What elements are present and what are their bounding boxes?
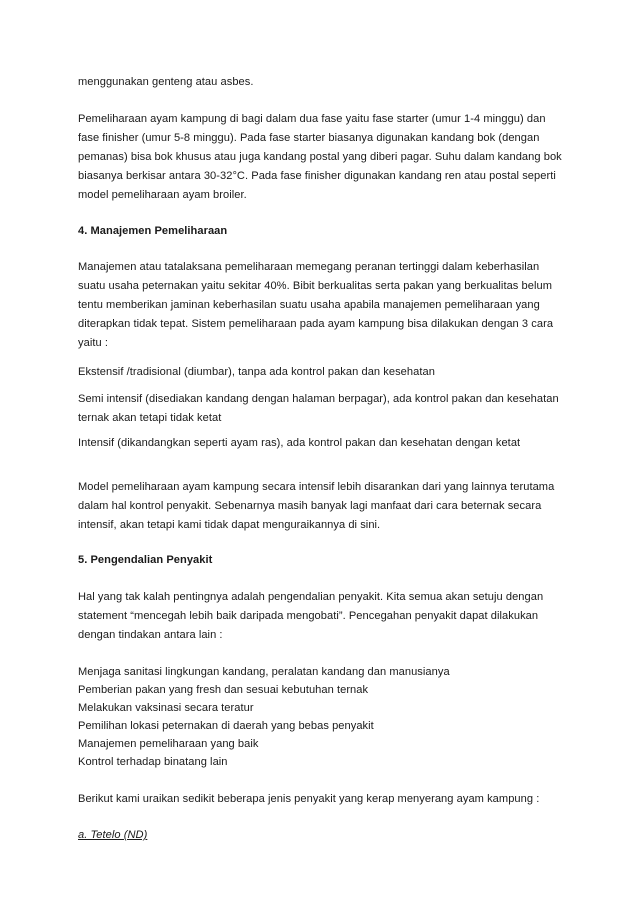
document-page bbox=[78, 73, 568, 845]
continuation-text: menggunakan genteng atau asbes. bbox=[78, 76, 254, 88]
system-intensive: Intensif (dikandangkan seperti ayam ras), ada kontrol pakan dan kesehatan dengan ketat bbox=[78, 437, 521, 449]
section-4-heading: 4. Manajemen Pemeliharaan bbox=[78, 225, 228, 237]
list-item: Melakukan vaksinasi secara teratur bbox=[78, 702, 254, 714]
list-item: Pemberian pakan yang fresh dan sesuai kebutuhan ternak bbox=[78, 684, 369, 696]
list-item: Pemilihan lokasi peternakan di daerah yang bebas penyakit bbox=[78, 720, 374, 732]
list-item: Kontrol terhadap binatang lain bbox=[78, 756, 228, 768]
section-5-heading: 5. Pengendalian Penyakit bbox=[78, 554, 213, 566]
diseases-intro: Berikut kami uraikan sedikit beberapa jenis penyakit yang kerap menyerang ayam kampung : bbox=[78, 793, 540, 805]
section-4-intro: Manajemen atau tatalaksana pemeliharaan memegang peranan tertinggi dalam keberhasilan suatu usaha peternakan yaitu sekitar 40%. Bibit berkualitas serta pakan yang berkualitas belum tentu memberikan jaminan keberhasilan suatu usaha apabila manajemen pemeliharaan yang diterapkan tidak tepat. Sistem pemeliharaan pada ayam kampung bisa dilakukan dengan 3 cara yaitu : bbox=[78, 261, 554, 349]
list-item: Manajemen pemeliharaan yang baik bbox=[78, 738, 259, 750]
section-5-intro: Hal yang tak kalah pentingnya adalah pengendalian penyakit. Kita semua akan setuju dengan statement “mencegah lebih baik daripada mengobati”. Pencegahan penyakit dapat dilakukan dengan tindakan antara lain : bbox=[78, 591, 544, 641]
list-item: Menjaga sanitasi lingkungan kandang, peralatan kandang dan manusianya bbox=[78, 666, 450, 678]
disease-a-heading: a. Tetelo (ND) bbox=[78, 829, 148, 841]
paragraph-starter-finisher: Pemeliharaan ayam kampung di bagi dalam dua fase yaitu fase starter (umur 1-4 minggu) dan fase finisher (umur 5-8 minggu). Pada fase starter biasanya digunakan kandang bok (dengan pemanas) bisa bok khusus atau juga kandang postal yang diberi pagar. Suhu dalam kandang bok biasanya berkisar antara 30-32°C. Pada fase finisher digunakan kandang ren atau postal seperti model pemeliharaan ayam broiler. bbox=[78, 113, 562, 201]
system-semi-intensive: Semi intensif (disediakan kandang dengan halaman berpagar), ada kontrol pakan dan kesehatan ternak akan tetapi tidak ketat bbox=[78, 393, 559, 424]
section-4-closing: Model pemeliharaan ayam kampung secara intensif lebih disarankan dari yang lainnya terutama dalam hal kontrol penyakit. Sebenarnya masih banyak lagi manfaat dari cara beternak secara intensif, akan tetapi kami tidak dapat menguraikannya di sini. bbox=[78, 481, 555, 531]
prevention-list bbox=[78, 663, 568, 771]
system-extensive: Ekstensif /tradisional (diumbar), tanpa ada kontrol pakan dan kesehatan bbox=[78, 366, 435, 378]
